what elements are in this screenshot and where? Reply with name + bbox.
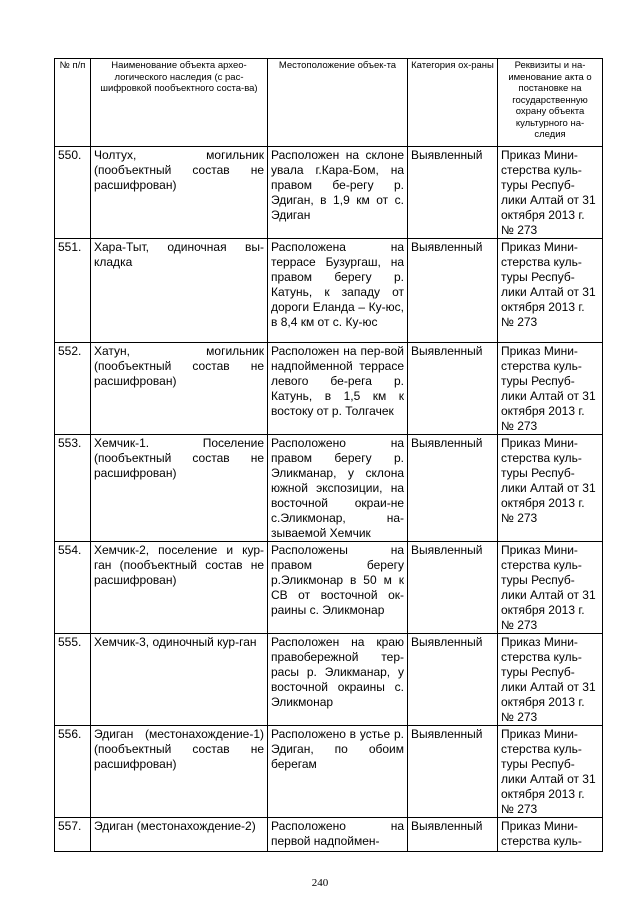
act-requisites: Приказ Мини-стерства куль-туры Респуб-лики Алтай от 31 октября 2013 г. № 273 xyxy=(498,542,603,634)
object-location: Расположен на пер-вой надпойменной террасе левого бе-рега р. Катунь, в 1,5 км к востоку от р. Толгачек xyxy=(268,343,408,435)
row-number: 554. xyxy=(55,542,91,634)
object-name: Эдиган (местонахождение-2) xyxy=(91,818,268,852)
object-location: Расположено на правом берегу р. Эликманар, у склона южной экспозиции, на восточной окраи-не с.Эликмонар, на-зываемой Хемчик xyxy=(268,435,408,542)
table-row xyxy=(55,147,603,239)
act-requisites: Приказ Мини-стерства куль- xyxy=(498,818,603,852)
row-number: 553. xyxy=(55,435,91,542)
object-name: Хатун, могильник (пообъектный состав не расшифрован) xyxy=(91,343,268,435)
object-name: Хара-Тыт, одиночная вы-кладка xyxy=(91,239,268,343)
protection-category: Выявленный xyxy=(408,818,498,852)
protection-category: Выявленный xyxy=(408,726,498,818)
table-header xyxy=(55,59,603,147)
header-protection-category: Категория ох-раны xyxy=(408,59,498,147)
protection-category: Выявленный xyxy=(408,634,498,726)
row-number: 557. xyxy=(55,818,91,852)
act-requisites: Приказ Мини-стерства куль-туры Респуб-лики Алтай от 31 октября 2013 г. № 273 xyxy=(498,147,603,239)
object-location: Расположена на террасе Бузургаш, на правом берегу р. Катунь, к западу от дороги Еланда – Ку-юс, в 8,4 км от с. Ку-юс xyxy=(268,239,408,343)
object-location: Расположено в устье р. Эдиган, по обоим берегам xyxy=(268,726,408,818)
object-name: Хемчик-3, одиночный кур-ган xyxy=(91,634,268,726)
protection-category: Выявленный xyxy=(408,239,498,343)
object-location: Расположено на первой надпоймен- xyxy=(268,818,408,852)
act-requisites: Приказ Мини-стерства куль-туры Респуб-лики Алтай от 31 октября 2013 г. № 273 xyxy=(498,726,603,818)
header-object-name: Наименование объекта архео-логического наследия (с рас-шифровкой пообъектного соста-ва) xyxy=(91,59,268,147)
act-requisites: Приказ Мини-стерства куль-туры Респуб-лики Алтай от 31 октября 2013 г. № 273 xyxy=(498,239,603,343)
act-requisites: Приказ Мини-стерства куль-туры Респуб-лики Алтай от 31 октября 2013 г. № 273 xyxy=(498,435,603,542)
act-requisites: Приказ Мини-стерства куль-туры Респуб-лики Алтай от 31 октября 2013 г. № 273 xyxy=(498,343,603,435)
table-row xyxy=(55,818,603,852)
object-location: Расположены на правом берегу р.Эликмонар в 50 м к СВ от восточной ок-раины с. Эликмонар xyxy=(268,542,408,634)
object-name: Чолтух, могильник (пообъектный состав не расшифрован) xyxy=(91,147,268,239)
header-number: № п/п xyxy=(55,59,91,147)
table-row xyxy=(55,726,603,818)
page-number: 240 xyxy=(311,877,329,889)
row-number: 555. xyxy=(55,634,91,726)
header-act-requisites: Реквизиты и на-именование акта о постановке на государственную охрану объекта культурного на-следия xyxy=(498,59,603,147)
table-row xyxy=(55,239,603,343)
object-name: Хемчик-1. Поселение (пообъектный состав не расшифрован) xyxy=(91,435,268,542)
object-name: Хемчик-2, поселение и кур-ган (пообъектный состав не расшифрован) xyxy=(91,542,268,634)
protection-category: Выявленный xyxy=(408,147,498,239)
object-name: Эдиган (местонахождение-1) (пообъектный состав не расшифрован) xyxy=(91,726,268,818)
protection-category: Выявленный xyxy=(408,542,498,634)
row-number: 550. xyxy=(55,147,91,239)
protection-category: Выявленный xyxy=(408,343,498,435)
table-row xyxy=(55,343,603,435)
heritage-register-table xyxy=(54,58,603,852)
table-row xyxy=(55,435,603,542)
header-location: Местоположение объек-та xyxy=(268,59,408,147)
object-location: Расположен на склоне увала г.Кара-Бом, на правом бе-регу р. Эдиган, в 1,9 км от с. Эдиган xyxy=(268,147,408,239)
table-row xyxy=(55,634,603,726)
row-number: 556. xyxy=(55,726,91,818)
protection-category: Выявленный xyxy=(408,435,498,542)
table-row xyxy=(55,542,603,634)
act-requisites: Приказ Мини-стерства куль-туры Респуб-лики Алтай от 31 октября 2013 г. № 273 xyxy=(498,634,603,726)
object-location: Расположен на краю правобережной тер-расы р. Эликманар, у восточной окраины с. Эликмонар xyxy=(268,634,408,726)
row-number: 551. xyxy=(55,239,91,343)
row-number: 552. xyxy=(55,343,91,435)
